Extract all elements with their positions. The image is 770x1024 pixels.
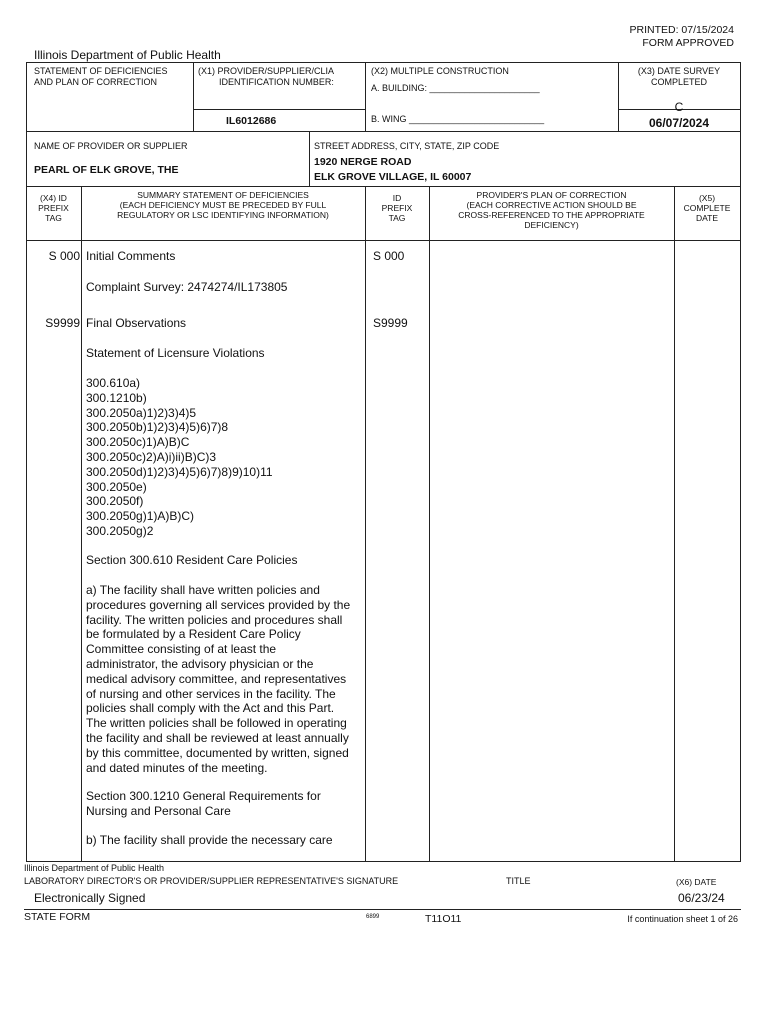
survey-letter: C xyxy=(674,100,684,114)
code-line: 300.2050g)2 xyxy=(86,523,154,538)
address-line2: ELK GROVE VILLAGE, IL 60007 xyxy=(314,171,472,183)
provider-label: NAME OF PROVIDER OR SUPPLIER xyxy=(34,141,188,151)
x2-label: (X2) MULTIPLE CONSTRUCTION xyxy=(371,66,509,76)
section-1210-heading: Section 300.1210 General Requirements for Nursing and Personal Care xyxy=(86,789,321,818)
printed-date: PRINTED: 07/15/2024 xyxy=(629,24,734,36)
title-label: TITLE xyxy=(506,876,531,886)
x1-label-1: (X1) PROVIDER/SUPPLIER/CLIA xyxy=(198,66,335,76)
id-header: ID PREFIX TAG xyxy=(381,193,413,223)
agency-name: Illinois Department of Public Health xyxy=(34,48,221,62)
form-number: 6899 xyxy=(366,914,380,920)
code-line: 300.2050b)1)2)3)4)5)6)7)8 xyxy=(86,420,229,435)
signature-date: 06/23/24 xyxy=(678,891,725,905)
provider-id: IL6012686 xyxy=(226,115,277,127)
footer-agency: Illinois Department of Public Health xyxy=(24,863,165,873)
address-line1: 1920 NERGE ROAD xyxy=(314,156,412,168)
form-approved: FORM APPROVED xyxy=(642,37,734,49)
tag-s9999-right: S9999 xyxy=(373,316,408,330)
x4-header: (X4) ID PREFIX TAG xyxy=(38,193,69,223)
state-form-label: STATE FORM xyxy=(24,911,91,923)
complaint-survey: Complaint Survey: 2474274/IL173805 xyxy=(86,280,288,294)
continuation-sheet: If continuation sheet 1 of 26 xyxy=(627,914,738,924)
x5-header: (X5) COMPLETE DATE xyxy=(683,193,731,223)
paragraph-a: a) The facility shall have written policies and procedures governing all services provided by the facility. The written policies and procedures shall be formulated by a Resident Care Policy Committee consisting of at least the administrator, the advisory physician or the medical advisory committee, and representatives of nursing and other services in the facility. The policies shall comply with the Act and this Part. The written policies shall be followed in operating the facility and shall be reviewed at least annually by this committee, documented by written, signed and dated minutes of the meeting. xyxy=(86,583,351,775)
signature-label: LABORATORY DIRECTOR'S OR PROVIDER/SUPPLIER REPRESENTATIVE'S SIGNATURE xyxy=(24,876,399,886)
code-line: 300.2050e) xyxy=(86,479,147,494)
code-line: 300.610a) xyxy=(86,376,141,390)
x2-wing: B. WING ___________________________ xyxy=(371,114,545,124)
code-line: 300.2050c)1)A)B)C xyxy=(86,435,190,450)
paragraph-b: b) The facility shall provide the necessary care xyxy=(86,833,333,847)
regulation-codes xyxy=(86,376,273,539)
summary-header: SUMMARY STATEMENT OF DEFICIENCIES (EACH DEFICIENCY MUST BE PRECEDED BY FULL REGULATORY OR LSC IDENTIFYING INFORMATION) xyxy=(117,190,329,220)
code-line: 300.2050g)1)A)B)C) xyxy=(86,509,195,524)
survey-date: 06/07/2024 xyxy=(648,116,710,130)
code-line: 300.2050c)2)A)i)ii)B)C)3 xyxy=(86,449,217,464)
x2-building: A. BUILDING: ______________________ xyxy=(371,83,540,93)
section-610-heading: Section 300.610 Resident Care Policies xyxy=(86,553,298,567)
tag-s000: S 000 xyxy=(48,249,80,263)
initial-comments: Initial Comments xyxy=(86,249,176,263)
tag-s000-right: S 000 xyxy=(373,249,405,263)
provider-name: PEARL OF ELK GROVE, THE xyxy=(34,164,179,176)
x1-label-2: IDENTIFICATION NUMBER: xyxy=(219,77,334,87)
x3-label: (X3) DATE SURVEY COMPLETED xyxy=(637,66,721,87)
statement-label: STATEMENT OF DEFICIENCIES AND PLAN OF CORRECTION xyxy=(34,66,168,87)
final-observations: Final Observations xyxy=(86,316,187,330)
event-id: T11O11 xyxy=(425,913,462,925)
address-label: STREET ADDRESS, CITY, STATE, ZIP CODE xyxy=(314,141,500,151)
x6-date-label: (X6) DATE xyxy=(676,877,717,887)
tag-s9999: S9999 xyxy=(45,316,80,330)
code-line: 300.2050a)1)2)3)4)5 xyxy=(86,405,197,420)
plan-header: PROVIDER'S PLAN OF CORRECTION (EACH CORRECTIVE ACTION SHOULD BE CROSS-REFERENCED TO THE APPROPRIATE DEFICIENCY) xyxy=(458,190,645,230)
electronic-signature: Electronically Signed xyxy=(34,891,146,905)
code-line: 300.2050d)1)2)3)4)5)6)7)8)9)10)11 xyxy=(86,464,273,479)
code-line: 300.1210b) xyxy=(86,390,147,405)
code-line: 300.2050f) xyxy=(86,494,144,509)
statement-licensure: Statement of Licensure Violations xyxy=(86,346,265,360)
